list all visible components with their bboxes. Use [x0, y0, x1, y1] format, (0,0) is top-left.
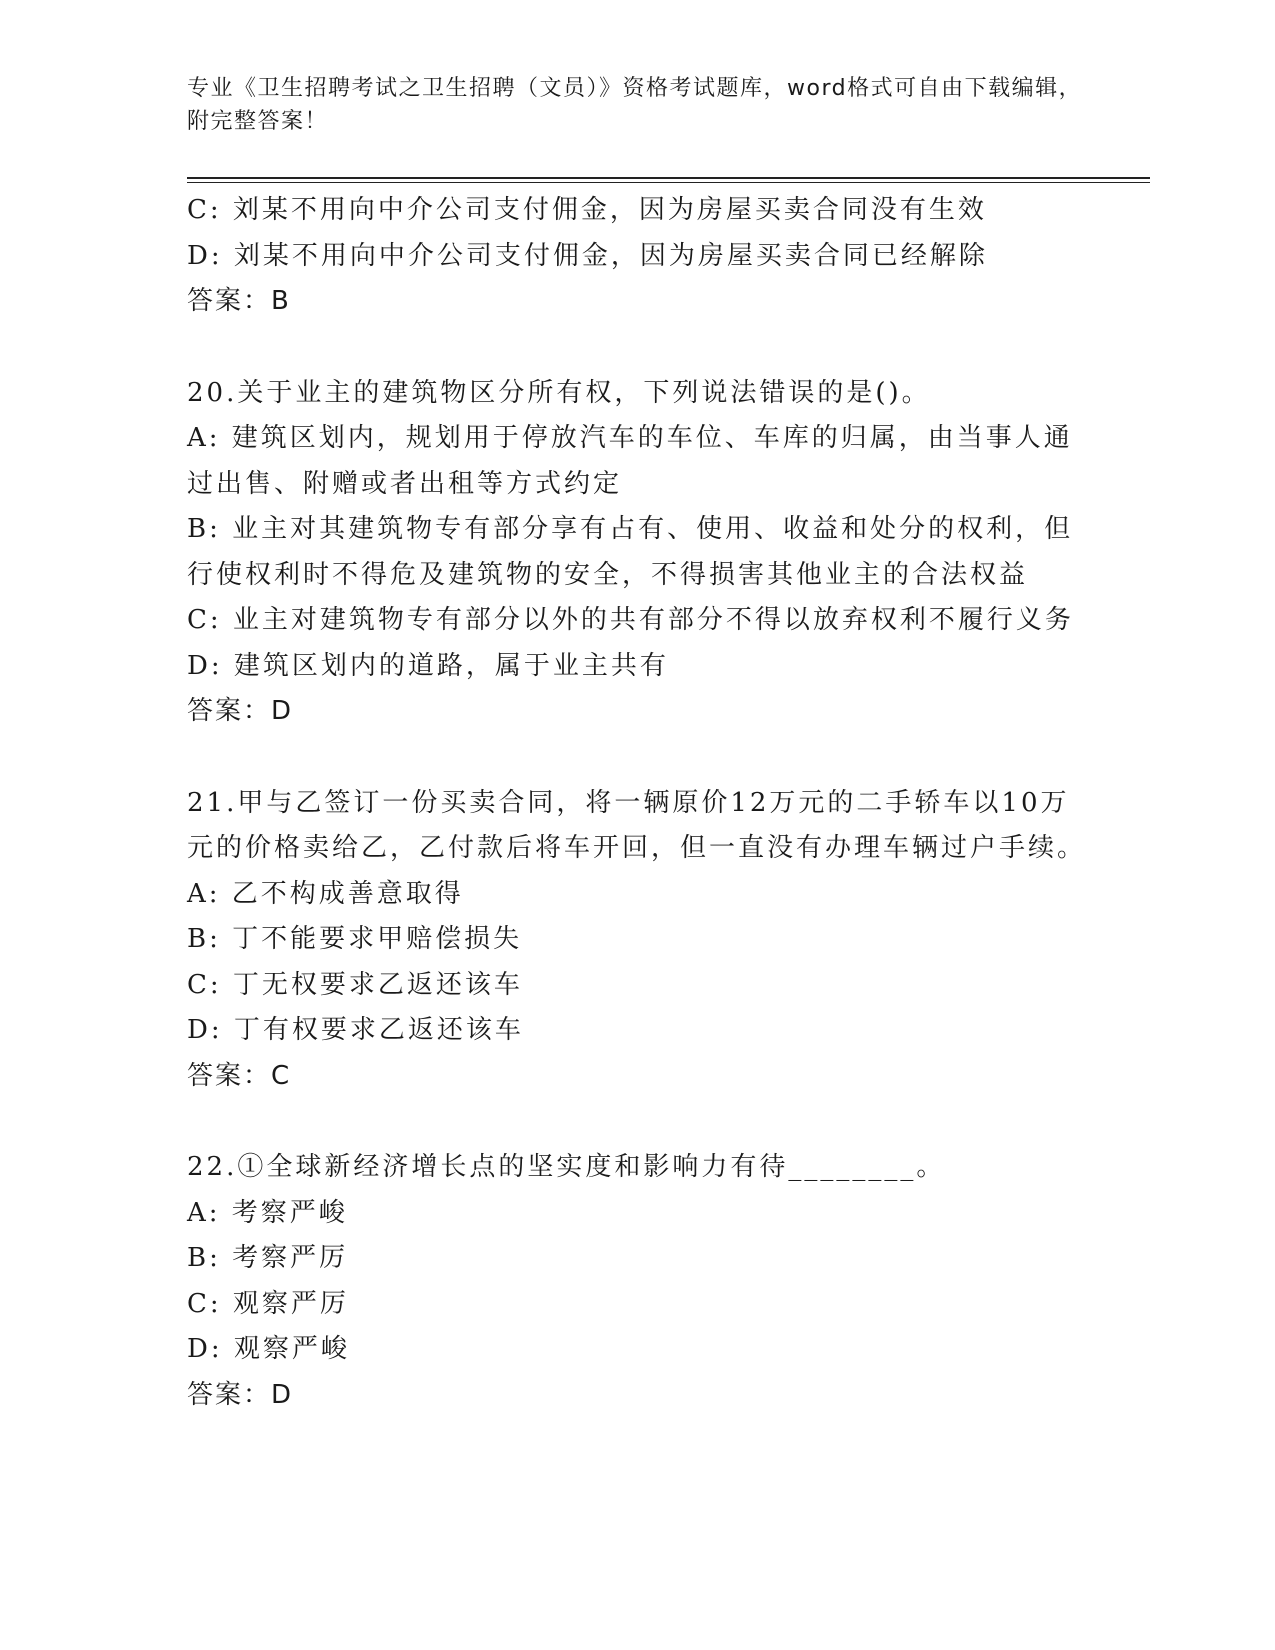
- header-divider: [187, 177, 1150, 183]
- option-d: D: 刘某不用向中介公司支付佣金，因为房屋买卖合同已经解除: [187, 240, 988, 271]
- question-stem: 21.甲与乙签订一份买卖合同，将一辆原价12万元的二手轿车以10万元的价格卖给乙，乙付款后将车开回，但一直没有办理车辆过户手续。: [187, 787, 1087, 863]
- question-block-20: [187, 371, 1087, 735]
- question-list: [187, 188, 1087, 1418]
- header-intro-text: 专业《卫生招聘考试之卫生招聘（文员）》资格考试题库，word格式可自由下载编辑，附完整答案！: [187, 76, 1083, 134]
- question-stem: 20.关于业主的建筑物区分所有权，下列说法错误的是()。: [187, 377, 931, 408]
- option-d: D: 建筑区划内的道路，属于业主共有: [187, 650, 669, 681]
- option-b: B: 丁不能要求甲赔偿损失: [187, 924, 523, 954]
- question-block-22: [187, 1145, 1087, 1418]
- option-c: C: 业主对建筑物专有部分以外的共有部分不得以放弃权利不履行义务: [187, 605, 1074, 635]
- answer-line: 答案：B: [187, 286, 291, 316]
- question-block-prev: [187, 188, 1087, 325]
- question-stem: 22.①全球新经济增长点的坚实度和影响力有待________。: [187, 1152, 946, 1182]
- option-b: B: 业主对其建筑物专有部分享有占有、使用、收益和处分的权利，但行使权利时不得危及建筑物的安全，不得损害其他业主的合法权益: [187, 514, 1074, 590]
- option-a: A: 建筑区划内，规划用于停放汽车的车位、车库的归属，由当事人通过出售、附赠或者出租等方式约定: [187, 423, 1073, 499]
- answer-line: 答案：D: [187, 1379, 294, 1410]
- option-c: C: 观察严厉: [187, 1288, 349, 1319]
- question-block-21: [187, 781, 1087, 1100]
- option-c: C: 刘某不用向中介公司支付佣金，因为房屋买卖合同没有生效: [187, 195, 987, 225]
- option-b: B: 考察严厉: [187, 1243, 349, 1273]
- option-d: D: 观察严峻: [187, 1334, 350, 1364]
- option-c: C: 丁无权要求乙返还该车: [187, 969, 523, 1000]
- answer-line: 答案：D: [187, 696, 294, 726]
- option-d: D: 丁有权要求乙返还该车: [187, 1015, 524, 1045]
- option-a: A: 乙不构成善意取得: [187, 878, 464, 909]
- document-header: [187, 72, 1087, 138]
- answer-line: 答案：C: [187, 1060, 292, 1091]
- option-a: A: 考察严峻: [187, 1197, 348, 1228]
